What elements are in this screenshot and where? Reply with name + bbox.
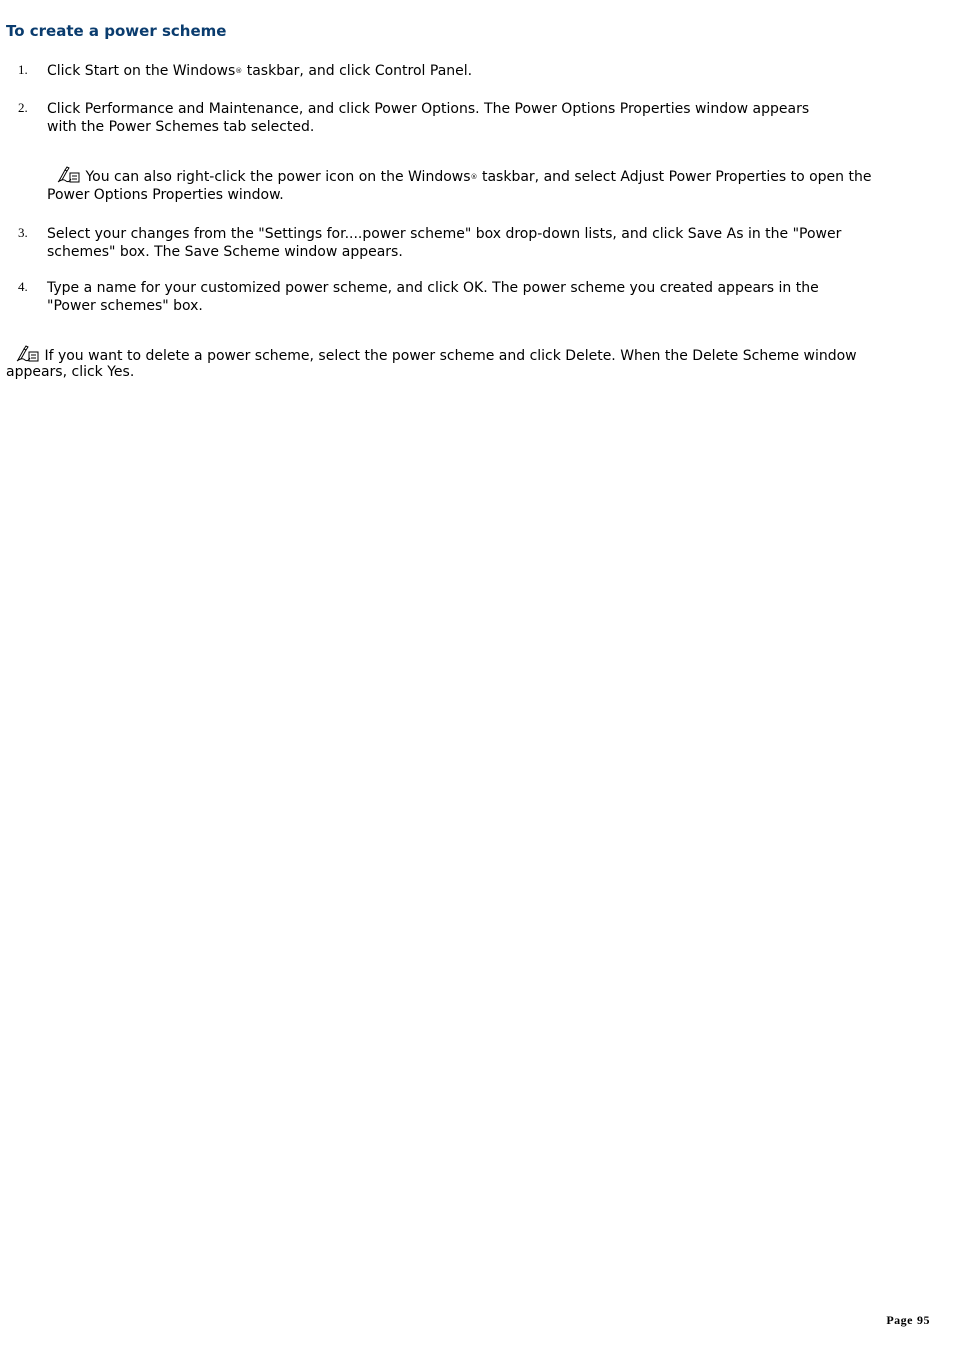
step-text-part: Click Start on the Windows	[47, 63, 236, 79]
step-text-line: with the Power Schemes tab selected.	[47, 119, 315, 135]
final-note-text: If you want to delete a power scheme, select the power scheme and click Delete. When the Delete Scheme window	[40, 348, 857, 364]
step-text	[47, 279, 947, 315]
registered-mark: ®	[235, 67, 243, 75]
step-text	[47, 225, 947, 261]
registered-mark: ®	[470, 173, 478, 181]
step-number: 1.	[18, 62, 28, 77]
step-text-line: Select your changes from the "Settings for....power scheme" box drop-down lists, and click Save As in the "Power	[47, 226, 842, 242]
page-footer	[882, 1313, 930, 1328]
step-text-line: "Power schemes" box.	[47, 298, 203, 314]
step-text-line: schemes" box. The Save Scheme window appears.	[47, 244, 403, 260]
note-text-part: You can also right-click the power icon on the Windows	[81, 169, 471, 185]
page-number: 95	[917, 1313, 930, 1327]
step-text-line: Type a name for your customized power scheme, and click OK. The power scheme you created appears in the	[47, 280, 819, 296]
note	[47, 166, 947, 204]
note-pencil-icon	[16, 345, 40, 362]
note-text-part: taskbar, and select Adjust Power Properties to open the	[477, 169, 872, 185]
step-text-part: taskbar, and click Control Panel.	[242, 63, 473, 79]
step-number: 3.	[18, 225, 28, 240]
note-pencil-icon	[57, 166, 81, 183]
step-number: 4.	[18, 279, 28, 294]
step-text	[47, 62, 947, 80]
page-label: Page	[886, 1313, 913, 1327]
step-text-line: Click Performance and Maintenance, and click Power Options. The Power Options Properties window appears	[47, 101, 810, 117]
page-title: To create a power scheme	[6, 22, 227, 40]
final-note	[6, 345, 946, 381]
final-note-text-line: appears, click Yes.	[6, 364, 135, 380]
note-text-line: Power Options Properties window.	[47, 187, 284, 203]
step-text	[47, 100, 947, 136]
step-number: 2.	[18, 100, 28, 115]
